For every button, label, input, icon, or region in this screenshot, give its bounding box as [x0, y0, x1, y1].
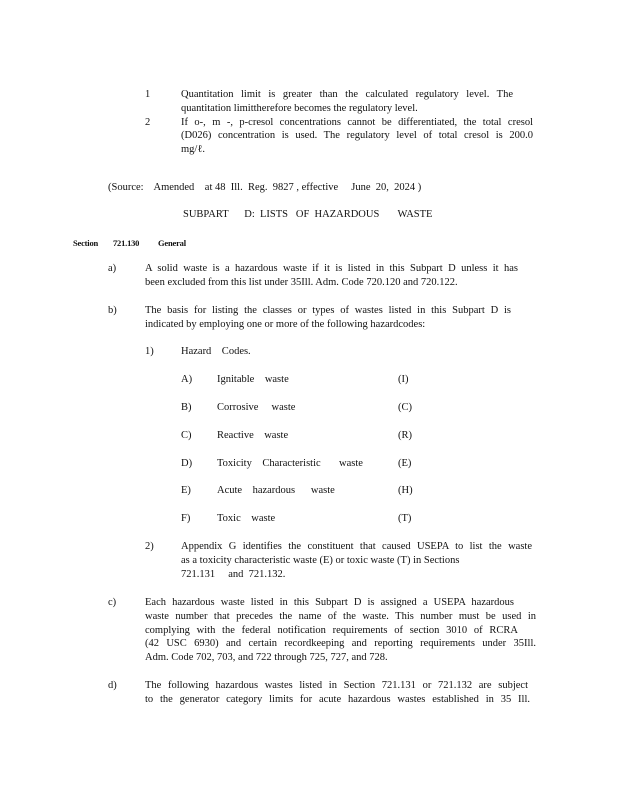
paragraph-line: indicated by employing one or more of the following hazardcodes:: [145, 319, 426, 330]
hazard-name: Ignitable waste: [217, 374, 289, 385]
paragraph-line: A solid waste is a hazardous waste if it is listed in this Subpart D unless it has: [145, 263, 518, 274]
hazard-name: Toxic waste: [217, 513, 276, 524]
hazard-name: Reactive waste: [217, 430, 289, 441]
hazard-letter: F): [181, 513, 191, 524]
hazard-code: (I): [398, 374, 409, 385]
paragraph-line: (42 USC 6930) and certain recordkeeping and reporting requirements under 35Ill.: [145, 638, 536, 649]
hazard-code: (H): [398, 485, 413, 496]
hazard-letter: A): [181, 374, 193, 385]
section-label: Section: [73, 238, 99, 248]
hazard-code: (R): [398, 430, 412, 441]
paragraph-label: a): [108, 263, 117, 274]
hazard-name: Acute hazardous waste: [217, 485, 335, 496]
footnote-line: (D026) concentration is used. The regulatory level of total cresol is 200.0: [181, 130, 533, 141]
hazard-letter: C): [181, 430, 192, 441]
hazard-code: (T): [398, 513, 412, 524]
section-title: General: [158, 238, 186, 248]
paragraph-label: c): [108, 597, 117, 608]
subparagraph-text: Hazard Codes.: [181, 346, 251, 357]
paragraph-line: Adm. Code 702, 703, and 722 through 725, 727, and 728.: [145, 652, 388, 663]
subpart-heading: SUBPART D: LISTS OF HAZARDOUS WASTE: [183, 209, 433, 220]
footnote-number: 1: [145, 89, 151, 100]
hazard-letter: E): [181, 485, 191, 496]
paragraph-line: been excluded from this list under 35Ill. Adm. Code 720.120 and 720.122.: [145, 277, 458, 288]
footnote-line: If o-, m -, p-cresol concentrations cannot be differentiated, the total cresol: [181, 116, 533, 128]
paragraph-line: Each hazardous waste listed in this Subpart D is assigned a USEPA hazardous: [145, 597, 514, 608]
footnote-line: quantitation limittherefore becomes the regulatory level.: [181, 102, 418, 114]
paragraph-line: The basis for listing the classes or types of wastes listed in this Subpart D is: [145, 305, 511, 316]
hazard-code: (C): [398, 402, 412, 413]
hazard-letter: B): [181, 402, 192, 413]
hazard-name: Toxicity Characteristic waste: [217, 458, 363, 469]
footnote-line: mg/ℓ.: [181, 143, 205, 155]
paragraph-line: 721.131 and 721.132.: [181, 569, 286, 580]
paragraph-line: waste number that precedes the name of the waste. This number must be used in: [145, 611, 536, 622]
footnote-line: Quantitation limit is greater than the calculated regulatory level. The: [181, 89, 513, 100]
hazard-name: Corrosive waste: [217, 402, 296, 413]
paragraph-line: as a toxicity characteristic waste (E) or toxic waste (T) in Sections: [181, 555, 460, 566]
paragraph-label: b): [108, 305, 117, 316]
hazard-letter: D): [181, 458, 193, 469]
source-note: (Source: Amended at 48 Ill. Reg. 9827 , effective June 20, 2024 ): [108, 182, 422, 193]
paragraph-line: Appendix G identifies the constituent that caused USEPA to list the waste: [181, 541, 532, 552]
paragraph-label: d): [108, 680, 117, 691]
hazard-code: (E): [398, 458, 412, 469]
subparagraph-label: 2): [145, 541, 154, 552]
paragraph-line: to the generator category limits for acute hazardous wastes established in 35 Ill.: [145, 694, 530, 705]
footnote-number: 2: [145, 116, 151, 128]
section-number: 721.130: [113, 238, 140, 248]
subparagraph-label: 1): [145, 346, 154, 357]
paragraph-line: complying with the federal notification requirements of section 3010 of RCRA: [145, 625, 518, 636]
paragraph-line: The following hazardous wastes listed in Section 721.131 or 721.132 are subject: [145, 680, 528, 691]
